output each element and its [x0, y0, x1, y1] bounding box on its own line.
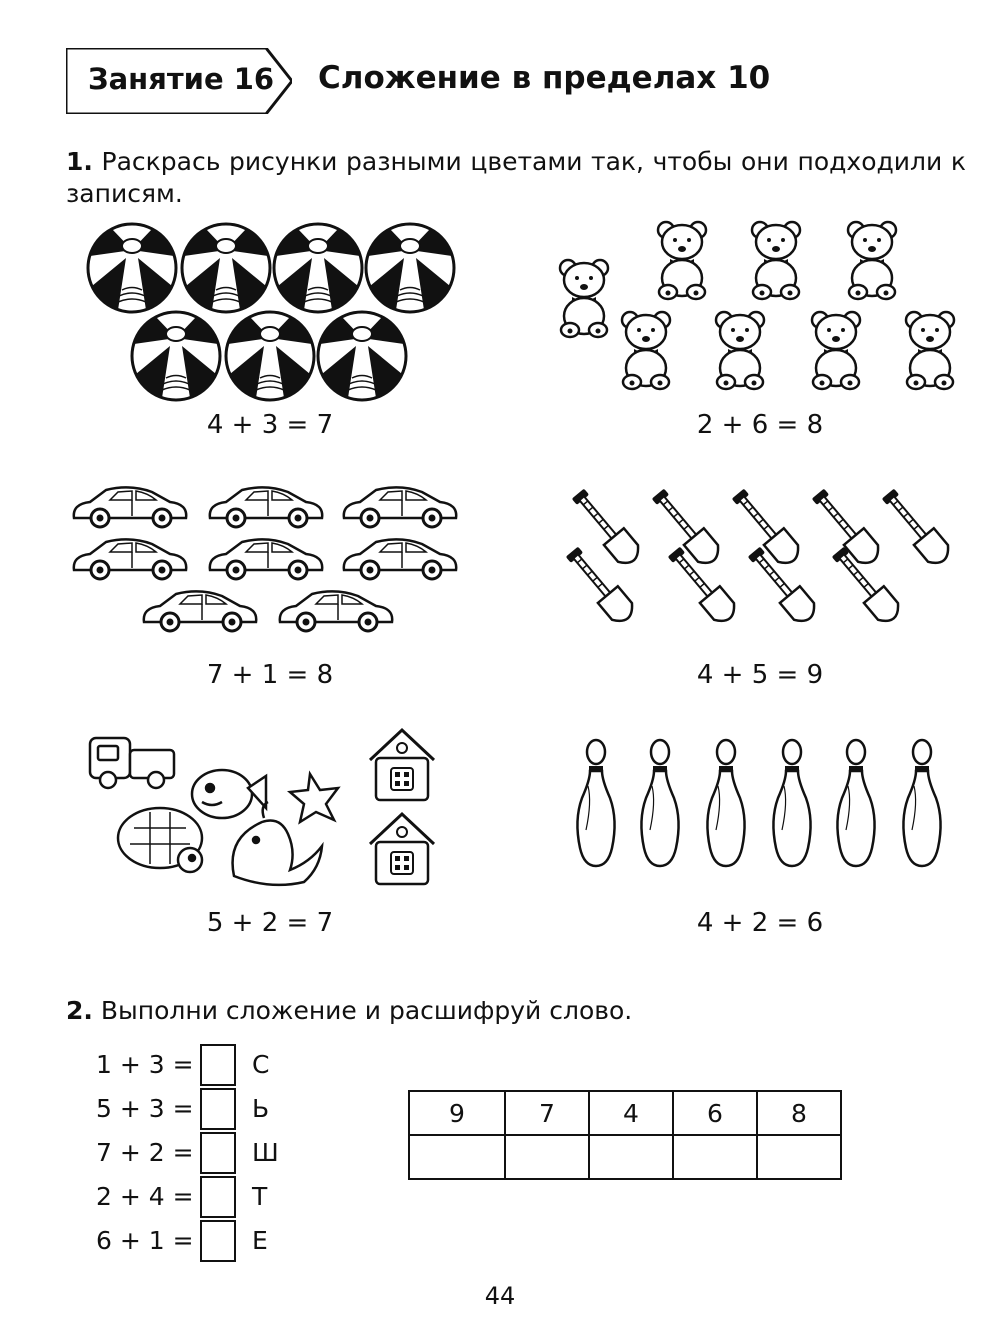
page-number: 44: [484, 1282, 516, 1310]
equation-bears: 2 + 6 = 8: [696, 410, 824, 440]
problem-expression: 7 + 2 =: [96, 1138, 194, 1167]
problem-expression: 5 + 3 =: [96, 1094, 194, 1123]
problem-letter: Т: [252, 1182, 268, 1211]
task1-number: 1.: [66, 147, 93, 176]
cars-picture: [74, 487, 456, 631]
problem-expression: 2 + 4 =: [96, 1182, 194, 1211]
balls-picture: [88, 224, 454, 400]
letter-cell[interactable]: [589, 1135, 673, 1179]
teddy-bears-picture: [560, 222, 954, 389]
answer-box[interactable]: [200, 1176, 236, 1218]
problem-expression: 1 + 3 =: [96, 1050, 194, 1079]
equation-shovels: 4 + 5 = 9: [696, 660, 824, 690]
answer-box[interactable]: [200, 1220, 236, 1262]
problem-letter: Е: [252, 1226, 268, 1255]
equation-cars: 7 + 1 = 8: [206, 660, 334, 690]
task2-text: Выполни сложение и расшифруй слово.: [100, 996, 633, 1025]
problem-letter: Ш: [252, 1138, 279, 1167]
code-number: 7: [505, 1091, 589, 1135]
code-number: 4: [589, 1091, 673, 1135]
letter-cell[interactable]: [673, 1135, 757, 1179]
shovels-picture: [562, 485, 954, 626]
decode-table: [408, 1090, 842, 1180]
lesson-title: Сложение в пределах 10: [318, 60, 771, 96]
answer-box[interactable]: [200, 1132, 236, 1174]
bowling-pins-picture: [577, 740, 940, 866]
task1-text: Раскрась рисунки разными цветами так, чтобы они подходили к записям.: [66, 147, 966, 208]
task2-number: 2.: [66, 996, 93, 1025]
code-number: 6: [673, 1091, 757, 1135]
problem-expression: 6 + 1 =: [96, 1226, 194, 1255]
letter-cell[interactable]: [409, 1135, 505, 1179]
answer-box[interactable]: [200, 1088, 236, 1130]
equation-toys: 5 + 2 = 7: [206, 908, 334, 938]
code-answer-row: [409, 1135, 841, 1179]
code-number: 8: [757, 1091, 841, 1135]
code-number-row: [409, 1091, 841, 1135]
equation-balls: 4 + 3 = 7: [206, 410, 334, 440]
problem-letter: С: [252, 1050, 270, 1079]
code-number: 9: [409, 1091, 505, 1135]
answer-box[interactable]: [200, 1044, 236, 1086]
letter-cell[interactable]: [757, 1135, 841, 1179]
letter-cell[interactable]: [505, 1135, 589, 1179]
lesson-label: Занятие 16: [88, 62, 275, 96]
task2-instruction: [66, 996, 632, 1025]
toys-picture: [90, 730, 434, 885]
problem-letter: Ь: [252, 1094, 270, 1123]
equation-pins: 4 + 2 = 6: [696, 908, 824, 938]
